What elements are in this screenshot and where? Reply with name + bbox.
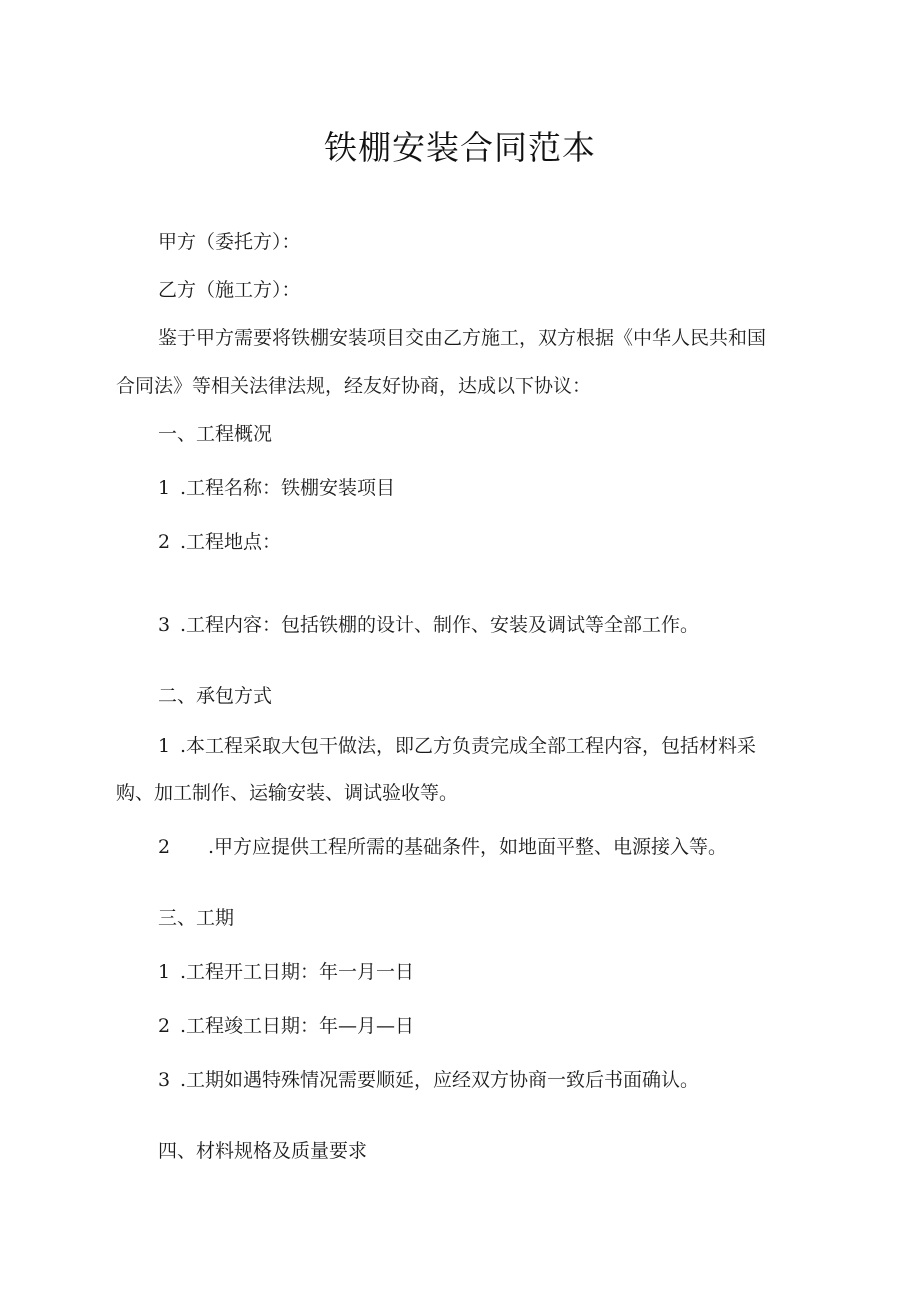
party-b-line: 乙方（施工方）： xyxy=(158,279,301,301)
section-1-item-1 xyxy=(158,476,395,500)
item-text: .工期如遇特殊情况需要顺延，应经双方协商一致后书面确认。 xyxy=(180,1069,700,1091)
item-text: .工程名称：铁棚安装项目 xyxy=(180,477,396,499)
section-3-heading: 三、工期 xyxy=(158,907,235,929)
item-text: .甲方应提供工程所需的基础条件，如地面平整、电源接入等。 xyxy=(208,836,728,858)
section-2-item-2 xyxy=(158,835,727,859)
item-number: 1 xyxy=(158,961,171,983)
section-3-item-3 xyxy=(158,1068,699,1092)
item-number: 3 xyxy=(158,1069,171,1091)
item-number: 1 xyxy=(158,735,171,757)
item-text: .工程地点： xyxy=(180,531,282,553)
section-1-heading: 一、工程概况 xyxy=(158,423,273,445)
section-1-item-3 xyxy=(158,613,699,637)
section-3-item-1 xyxy=(158,960,414,984)
section-2-heading: 二、承包方式 xyxy=(158,685,273,707)
item-text: .工程竣工日期：年—月—日 xyxy=(180,1015,415,1037)
item-text: .工程开工日期：年一月一日 xyxy=(180,961,415,983)
section-2-item-1-line-1 xyxy=(158,734,756,758)
section-1-item-2 xyxy=(158,530,281,554)
party-a-line: 甲方（委托方）： xyxy=(158,231,301,253)
preamble-line-2: 合同法》等相关法律法规，经友好协商，达成以下协议： xyxy=(116,375,592,397)
item-number: 1 xyxy=(158,477,171,499)
item-number: 2 xyxy=(158,836,171,858)
section-3-item-2 xyxy=(158,1014,414,1038)
item-number: 3 xyxy=(158,614,171,636)
item-number: 2 xyxy=(158,1015,171,1037)
section-2-item-1-line-2: 购、加工制作、运输安装、调试验收等。 xyxy=(116,782,459,804)
item-text: .本工程采取大包干做法，即乙方负责完成全部工程内容，包括材料采 xyxy=(180,735,757,757)
item-number: 2 xyxy=(158,531,171,553)
document-title: 铁棚安装合同范本 xyxy=(324,128,596,167)
item-text: .工程内容：包括铁棚的设计、制作、安装及调试等全部工作。 xyxy=(180,614,700,636)
section-4-heading: 四、材料规格及质量要求 xyxy=(158,1140,368,1162)
preamble-line-1: 鉴于甲方需要将铁棚安装项目交由乙方施工，双方根据《中华人民共和国 xyxy=(158,327,767,349)
